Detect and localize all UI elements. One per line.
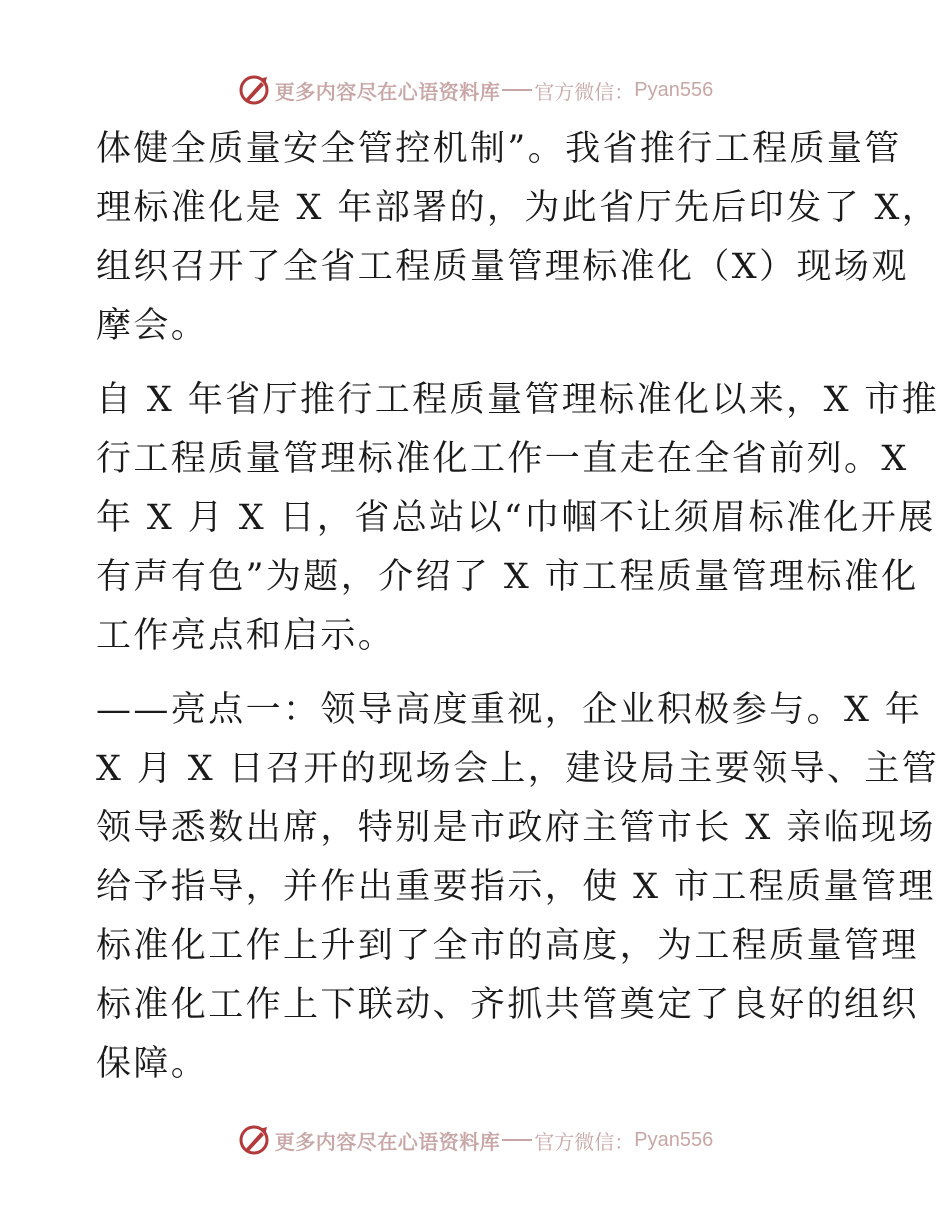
header-banner xyxy=(0,70,950,110)
header-brand-text: 更多内容尽在心语资料库 xyxy=(274,79,501,104)
paragraph-line: 工作亮点和启示。 xyxy=(96,616,396,656)
paragraph-line: 标准化工作上下联动、齐抓共管奠定了良好的组织 xyxy=(96,985,919,1025)
paragraph-line: X 月 X 日召开的现场会上，建设局主要领导、主管 xyxy=(96,749,940,789)
quill-logo-icon xyxy=(237,73,271,107)
paragraph-line: 标准化工作上升到了全市的高度，为工程质量管理 xyxy=(96,926,919,966)
paragraph-line: 摩会。 xyxy=(96,306,209,346)
paragraph-3 xyxy=(96,681,940,1094)
quill-logo-icon xyxy=(237,1123,271,1157)
paragraph-line: 组织召开了全省工程质量管理标准化（X）现场观 xyxy=(96,247,909,287)
paragraph-line: 体健全质量安全管控机制”。我省推行工程质量管 xyxy=(96,129,902,169)
footer-dash-separator xyxy=(502,1139,532,1141)
paragraph-line: 给予指导，并作出重要指示，使 X 市工程质量管理 xyxy=(96,867,936,907)
paragraph-line: 领导悉数出席，特别是市政府主管市长 X 亲临现场 xyxy=(96,808,936,848)
paragraph-line: 自 X 年省厅推行工程质量管理标准化以来，X 市推 xyxy=(96,380,940,420)
paragraph-line: 理标准化是 X 年部署的，为此省厅先后印发了 X， xyxy=(96,188,940,228)
footer-banner xyxy=(0,1120,950,1160)
paragraph-line: ——亮点一：领导高度重视，企业积极参与。X 年 xyxy=(96,690,923,730)
header-dash-separator xyxy=(502,89,532,91)
paragraph-2 xyxy=(96,371,940,666)
footer-brand-text: 更多内容尽在心语资料库 xyxy=(274,1129,501,1154)
paragraph-line: 行工程质量管理标准化工作一直走在全省前列。X xyxy=(96,439,909,479)
footer-contact-label: 官方微信： xyxy=(534,1129,635,1154)
paragraph-line: 有声有色”为题，介绍了 X 市工程质量管理标准化 xyxy=(96,557,919,597)
header-wechat-id: Pyan556 xyxy=(634,78,714,101)
paragraph-1 xyxy=(96,120,940,356)
document-body xyxy=(96,120,940,1094)
footer-wechat-id: Pyan556 xyxy=(634,1128,714,1151)
header-contact-label: 官方微信： xyxy=(534,79,635,104)
paragraph-line: 年 X 月 X 日，省总站以“巾帼不让须眉标准化开展 xyxy=(96,498,936,538)
paragraph-line: 保障。 xyxy=(96,1044,209,1084)
